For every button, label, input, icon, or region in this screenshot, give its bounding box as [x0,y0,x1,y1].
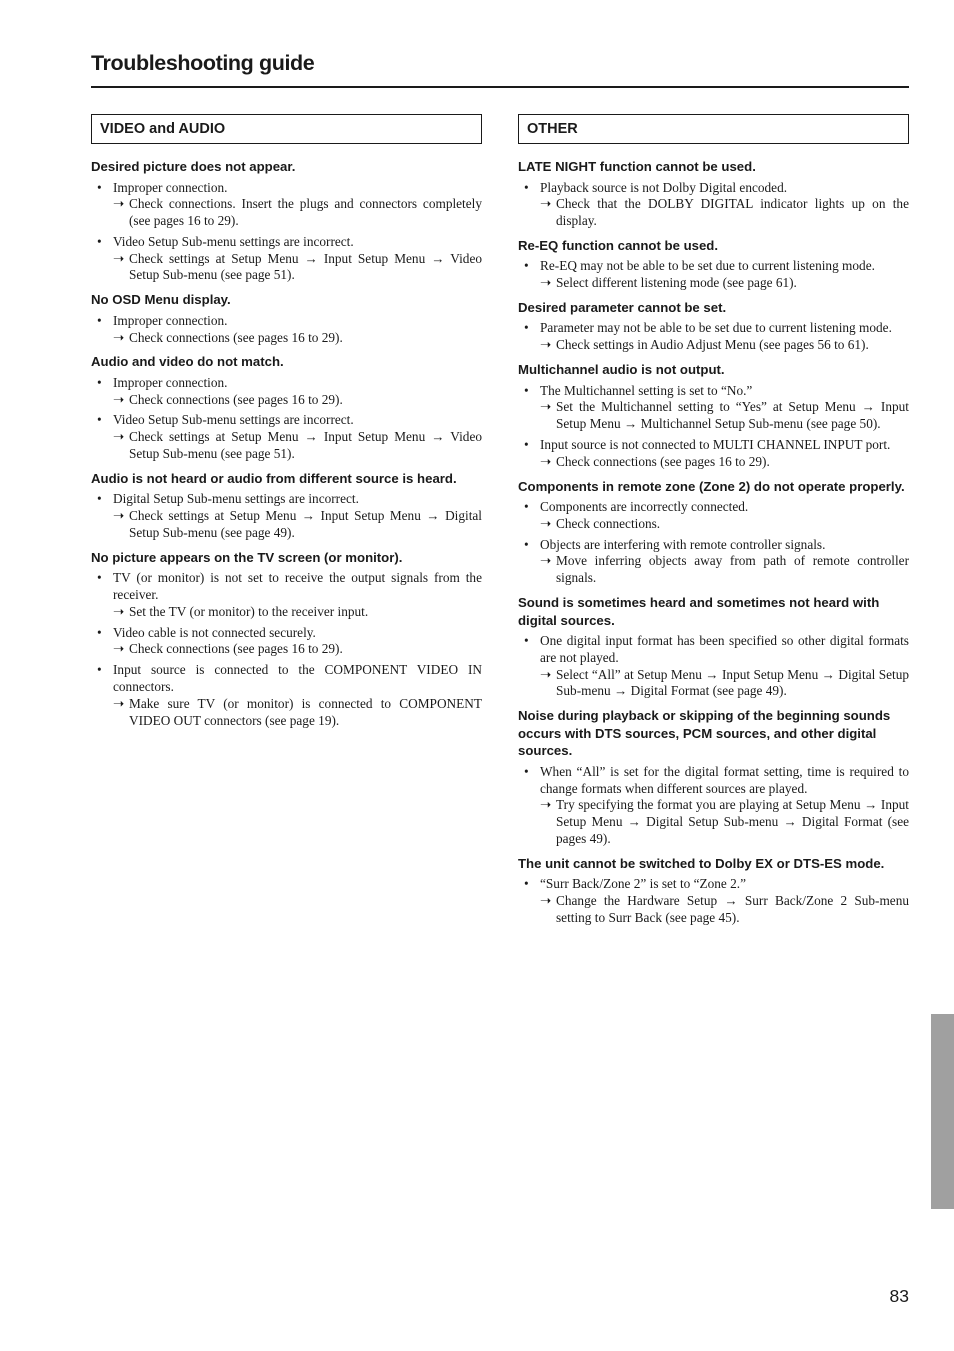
right-arrow-icon: ➝ [113,250,125,266]
remedy-text: Select “All” at Setup Menu → Input Setup Menu → Digital Setup Sub-menu → Digital Format (see page 49). [556,666,909,699]
issue [518,594,909,700]
right-arrow-icon: ➝ [540,453,552,469]
remedy-text: Check connections (see pages 16 to 29). [556,453,770,469]
cause-text: Input source is not connected to MULTI CHANNEL INPUT port. [540,436,891,452]
remedy [540,196,909,230]
issue [91,549,482,730]
list-item [518,437,909,471]
issue [518,855,909,927]
issue [518,478,909,587]
remedy [540,399,909,433]
right-arrow-icon: ➝ [540,337,552,353]
remedy-text: Check settings at Setup Menu → Input Setup Menu → Digital Setup Sub-menu (see page 49). [129,508,482,540]
bullet-icon: • [524,179,529,195]
list-item [518,383,909,433]
list-item [91,570,482,620]
list-item [91,662,482,729]
remedy-text: Change the Hardware Setup → Surr Back/Zone 2 Sub-menu setting to Surr Back (see page 45). [556,893,909,925]
issue [518,237,909,292]
right-arrow-icon: ➝ [540,515,552,531]
cause-text: Playback source is not Dolby Digital encoded. [540,179,788,195]
side-tab [931,1014,954,1209]
remedy-text: Check settings at Setup Menu → Input Setup Menu → Video Setup Sub-menu (see page 51). [129,250,482,283]
right-arrow-icon: ➝ [113,603,125,619]
issue-title: Components in remote zone (Zone 2) do not operate properly. [518,478,905,494]
remedy-text: Move inferring objects away from path of remote controller signals. [556,553,909,586]
remedy-text: Make sure TV (or monitor) is connected to COMPONENT VIDEO OUT connectors (see page 19). [129,695,482,728]
list-item [518,320,909,354]
issue-title: Sound is sometimes heard and sometimes not heard with digital sources. [518,595,880,628]
issue-title: No picture appears on the TV screen (or monitor). [91,549,403,565]
list-item [518,764,909,848]
cause-text: Improper connection. [113,312,228,328]
bullet-icon: • [524,876,529,892]
right-arrow-icon: ➝ [540,797,552,813]
issue-title: Noise during playback or skipping of the beginning sounds occurs with DTS sources, PCM sources, and other digital sources. [518,708,891,759]
issue-title: Re-EQ function cannot be used. [518,237,719,253]
remedy [540,797,909,847]
cause-text: Video Setup Sub-menu settings are incorrect. [113,233,354,249]
cause-text: Digital Setup Sub-menu settings are incorrect. [113,491,359,507]
remedy [540,667,909,701]
right-arrow-icon: ➝ [540,196,552,212]
remedy [113,251,482,285]
cause-text: When “All” is set for the digital format setting, time is required to change formats when different sources are played. [540,763,909,796]
list-item [91,313,482,347]
list-item [91,180,482,230]
remedy [113,330,482,347]
bullet-icon: • [524,320,529,336]
remedy-text: Check that the DOLBY DIGITAL indicator lights up on the display. [556,196,909,229]
cause-text: Video Setup Sub-menu settings are incorrect. [113,412,354,428]
remedy [113,604,482,621]
remedy [113,196,482,230]
bullet-icon: • [524,763,529,779]
right-arrow-icon: ➝ [540,399,552,415]
bullet-icon: • [97,662,102,678]
list-item [91,625,482,659]
cause-text: Objects are interfering with remote controller signals. [540,536,826,552]
cause-text: One digital input format has been specified so other digital formats are not played. [540,633,909,665]
remedy-text: Try specifying the format you are playing at Setup Menu → Input Setup Menu → Digital Setup Sub-menu → Digital Format (see pages 49). [556,797,909,846]
list-item [91,234,482,284]
remedy-text: Set the Multichannel setting to “Yes” at Setup Menu → Input Setup Menu → Multichannel Setup Sub-menu (see page 50). [556,399,909,432]
remedy-text: Set the TV (or monitor) to the receiver input. [129,603,369,619]
right-arrow-icon: ➝ [113,329,125,345]
cause-text: Re-EQ may not be able to be set due to current listening mode. [540,258,875,274]
remedy-text: Select different listening mode (see page 61). [556,275,797,291]
section-heading-video-audio: VIDEO and AUDIO [91,114,482,144]
cause-text: Input source is connected to the COMPONENT VIDEO IN connectors. [113,662,482,695]
remedy [113,641,482,658]
remedy-text: Check connections. [556,515,661,531]
cause-text: Components are incorrectly connected. [540,499,749,515]
right-arrow-icon: ➝ [540,893,552,909]
list-item [518,180,909,230]
bullet-icon: • [524,499,529,515]
remedy-text: Check connections (see pages 16 to 29). [129,329,343,345]
right-arrow-icon: ➝ [540,275,552,291]
bullet-icon: • [97,570,102,586]
remedy [540,454,909,471]
cause-text: TV (or monitor) is not set to receive the output signals from the receiver. [113,570,482,603]
bullet-icon: • [97,624,102,640]
bullet-icon: • [97,179,102,195]
issue [91,158,482,284]
bullet-icon: • [97,412,102,428]
cause-text: The Multichannel setting is set to “No.” [540,382,753,398]
column-video-audio [91,114,482,736]
issue [91,353,482,462]
issue-title: Desired picture does not appear. [91,159,296,174]
bullet-icon: • [524,633,529,649]
list-item [91,412,482,462]
issue-title: Audio is not heard or audio from different source is heard. [91,470,457,486]
right-arrow-icon: ➝ [113,641,125,657]
remedy [113,429,482,463]
remedy-text: Check settings at Setup Menu → Input Setup Menu → Video Setup Sub-menu (see page 51). [129,429,482,462]
cause-text: Improper connection. [113,179,228,195]
bullet-icon: • [524,536,529,552]
page-number: 83 [889,1286,909,1306]
list-item [518,633,909,700]
remedy [113,392,482,409]
issue-title: Desired parameter cannot be set. [518,299,727,315]
bullet-icon: • [524,382,529,398]
remedy [113,508,482,542]
bullet-icon: • [97,233,102,249]
issue-title: Audio and video do not match. [91,354,284,370]
right-arrow-icon: ➝ [540,553,552,569]
issue-list [91,158,482,729]
issue [518,158,909,230]
bullet-icon: • [97,312,102,328]
cause-text: Improper connection. [113,374,228,390]
issue [518,299,909,354]
remedy [540,275,909,292]
issue-title: LATE NIGHT function cannot be used. [518,159,756,174]
right-arrow-icon: ➝ [113,391,125,407]
issue-list [518,158,909,927]
right-arrow-icon: ➝ [540,666,552,682]
list-item [518,876,909,926]
remedy [540,337,909,354]
issue-title: No OSD Menu display. [91,292,231,308]
cause-text: “Surr Back/Zone 2” is set to “Zone 2.” [540,876,747,892]
remedy [540,516,909,533]
right-arrow-icon: ➝ [113,508,125,524]
list-item [518,258,909,292]
bullet-icon: • [524,258,529,274]
remedy-text: Check connections. Insert the plugs and connectors completely (see pages 16 to 29). [129,196,482,229]
remedy [540,893,909,927]
bullet-icon: • [97,374,102,390]
issue [518,707,909,847]
right-arrow-icon: ➝ [113,196,125,212]
issue [91,291,482,346]
bullet-icon: • [97,491,102,507]
list-item [91,491,482,541]
remedy-text: Check connections (see pages 16 to 29). [129,641,343,657]
list-item [518,537,909,587]
column-other [518,114,909,934]
remedy-text: Check connections (see pages 16 to 29). [129,391,343,407]
list-item [518,499,909,533]
right-arrow-icon: ➝ [113,695,125,711]
issue [91,470,482,542]
issue-title: The unit cannot be switched to Dolby EX or DTS-ES mode. [518,855,885,871]
list-item [91,375,482,409]
issue [518,361,909,470]
cause-text: Video cable is not connected securely. [113,624,316,640]
remedy [113,696,482,730]
cause-text: Parameter may not be able to be set due to current listening mode. [540,320,892,336]
remedy-text: Check settings in Audio Adjust Menu (see pages 56 to 61). [556,337,869,353]
remedy [540,553,909,587]
section-heading-other: OTHER [518,114,909,144]
title-rule [91,86,909,88]
right-arrow-icon: ➝ [113,429,125,445]
bullet-icon: • [524,436,529,452]
page-title: Troubleshooting guide [91,51,315,75]
issue-title: Multichannel audio is not output. [518,362,725,378]
